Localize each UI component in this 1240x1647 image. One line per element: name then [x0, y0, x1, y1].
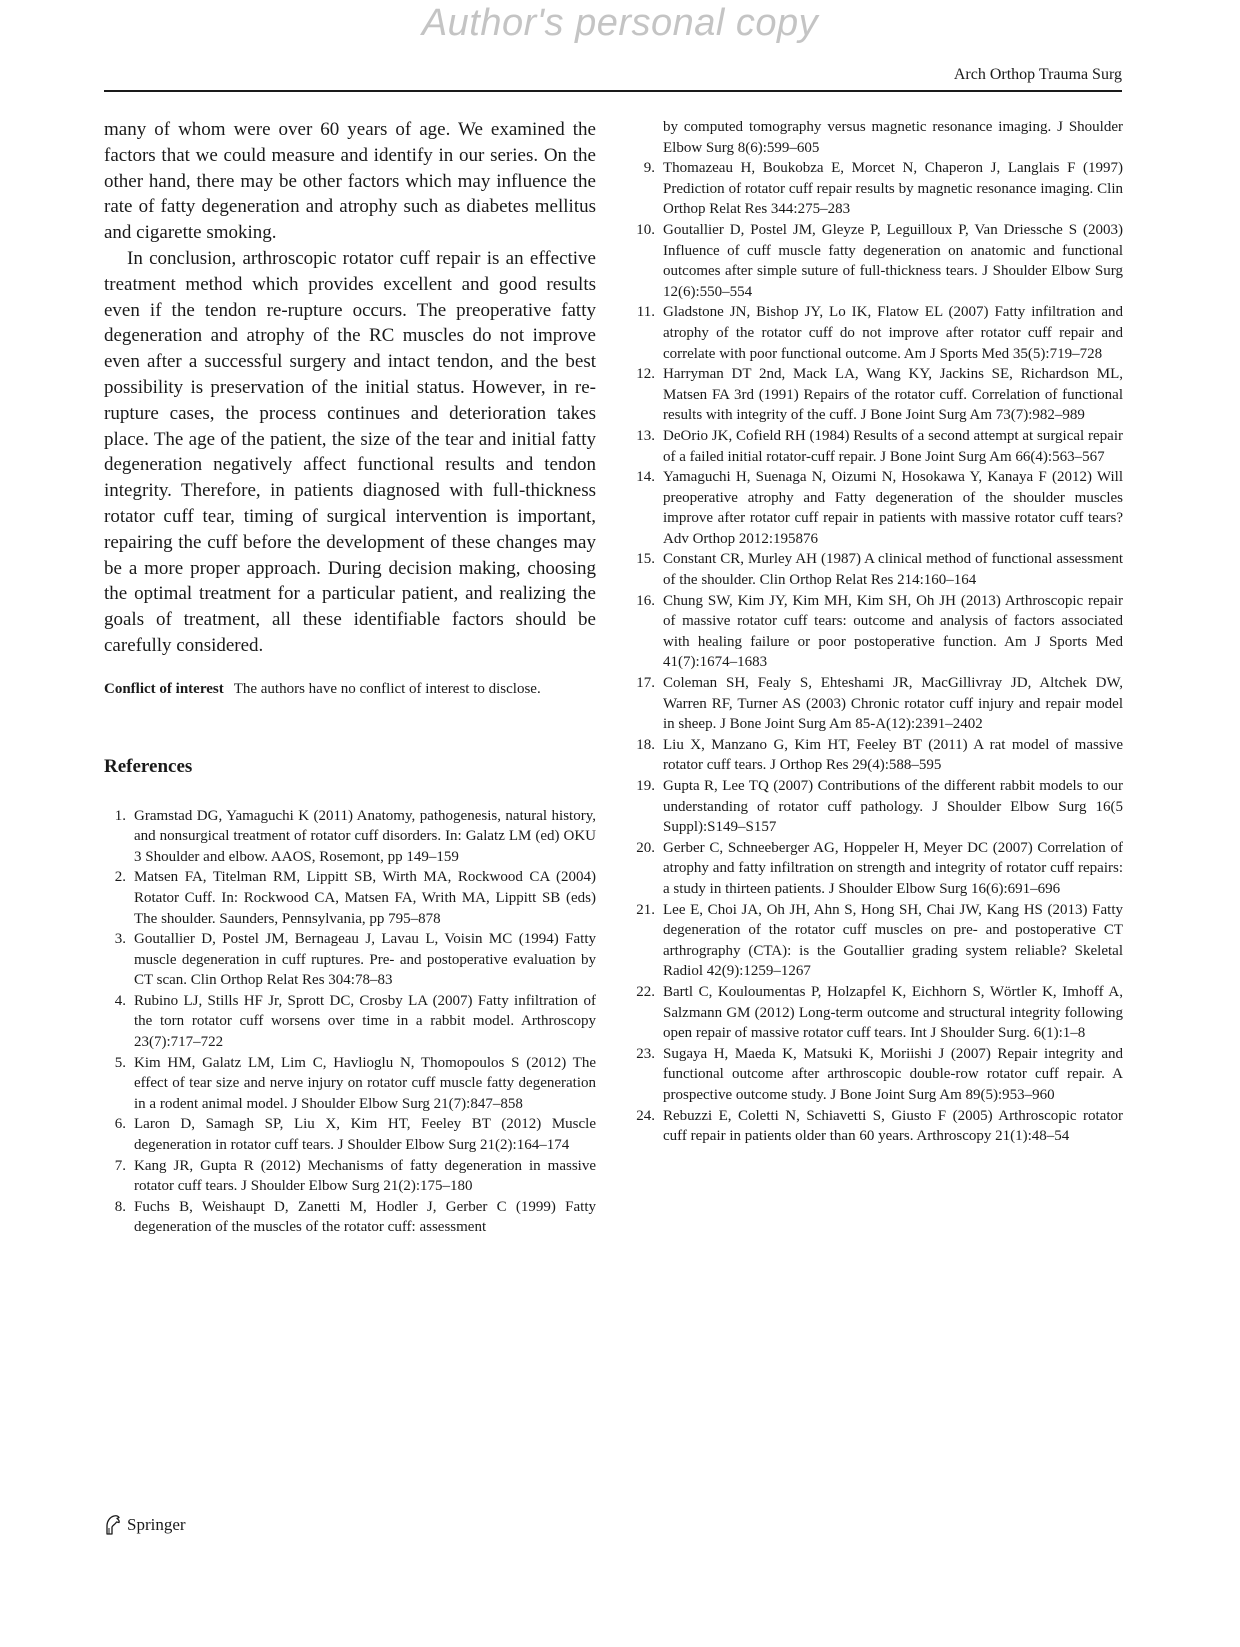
- reference-number: 6.: [114, 1116, 126, 1133]
- reference-text: Goutallier D, Postel JM, Bernageau J, Lavau L, Voisin MC (1994) Fatty muscle degeneration in cuff ruptures. Pre- and postoperative evaluation by CT scan. Clin Orthop Relat Res 304:78–83: [134, 931, 596, 989]
- reference-number: 20.: [636, 839, 655, 856]
- paragraph: many of whom were over 60 years of age. We examined the factors that we could measure and identify in our series. On the other hand, there may be other factors which may influence the rate of fatty degeneration and atrophy such as diabetes mellitus and cigarette smoking.: [104, 119, 596, 244]
- reference-number: 18.: [636, 736, 655, 753]
- reference-number: 10.: [636, 221, 655, 238]
- body-text: [104, 117, 596, 659]
- reference-list: [104, 806, 596, 1238]
- reference-text: Goutallier D, Postel JM, Gleyze P, Leguilloux P, Van Driessche S (2003) Influence of cuff muscle fatty degeneration on anatomic and functional outcomes after simple suture of full-thickness tears. J Shoulder Elbow Surg 12(6):550–554: [663, 221, 1123, 300]
- reference-number: 2.: [114, 869, 126, 886]
- reference-text: Lee E, Choi JA, Oh JH, Ahn S, Hong SH, Chai JW, Kang HS (2013) Fatty degeneration of the rotator cuff muscles on pre- and postoperative CT arthrography (CTA): is the Goutallier grading system reliable? Skeletal Radiol 42(9):1259–1267: [663, 901, 1123, 980]
- reference-text: Bartl C, Kouloumentas P, Holzapfel K, Eichhorn S, Wörtler K, Imhoff A, Salzmann GM (2012) Long-term outcome and structural integrity following open repair of massive rotator cuff tears. Int J Shoulder Surg. 6(1):1–8: [663, 983, 1123, 1042]
- conflict-text: The authors have no conflict of interest to disclose.: [233, 680, 541, 697]
- reference-number: 3.: [114, 931, 126, 948]
- reference-number: 12.: [636, 366, 655, 383]
- reference-list: [633, 158, 1123, 1147]
- reference-text: Liu X, Manzano G, Kim HT, Feeley BT (2011) A rat model of massive rotator cuff tears. J Orthop Res 29(4):588–595: [663, 736, 1123, 774]
- reference-text: Laron D, Samagh SP, Liu X, Kim HT, Feeley BT (2012) Muscle degeneration in rotator cuff tears. J Shoulder Elbow Surg 21(2):164–174: [134, 1116, 596, 1154]
- reference-text: Gupta R, Lee TQ (2007) Contributions of the different rabbit models to our understanding of rotator cuff pathology. J Shoulder Elbow Surg 16(5 Suppl):S149–S157: [663, 778, 1123, 836]
- reference-item: [104, 806, 596, 868]
- reference-item: [633, 776, 1123, 838]
- references-heading: References: [104, 755, 193, 777]
- reference-text: Chung SW, Kim JY, Kim MH, Kim SH, Oh JH (2013) Arthroscopic repair of massive rotator cuff tears: outcome and analysis of factors associated with healing failure or poor postoperative function. Am J Sports Med 41(7):1674–1683: [663, 592, 1123, 671]
- reference-item: [633, 982, 1123, 1044]
- reference-text: Harryman DT 2nd, Mack LA, Wang KY, Jackins SE, Richardson ML, Matsen FA 3rd (1991) Repairs of the rotator cuff. Correlation of functional results with integrity of the cuff. J Bone Joint Surg Am 73(7):982–989: [663, 366, 1123, 424]
- reference-text: Coleman SH, Fealy S, Ehteshami JR, MacGillivray JD, Altchek DW, Warren RF, Turner AS (2003) Chronic rotator cuff injury and repair model in sheep. J Bone Joint Surg Am 85-A(12):2391–2402: [663, 675, 1123, 733]
- publisher-logo: [104, 1514, 186, 1536]
- reference-item: [633, 549, 1123, 590]
- reference-item: [104, 1156, 596, 1197]
- reference-item: [633, 426, 1123, 467]
- reference-number: 8.: [114, 1198, 126, 1215]
- reference-text: Yamaguchi H, Suenaga N, Oizumi N, Hosokawa Y, Kanaya F (2012) Will preoperative atrophy and Fatty degeneration of the shoulder muscles improve after rotator cuff repair in patients with massive rotator cuff tears? Adv Orthop 2012:195876: [663, 469, 1123, 547]
- watermark: Author's personal copy: [421, 2, 819, 44]
- journal-name: Arch Orthop Trauma Surg: [953, 66, 1122, 83]
- reference-number: 17.: [636, 675, 655, 692]
- right-column: [633, 117, 1123, 1147]
- reference-text: Kang JR, Gupta R (2012) Mechanisms of fatty degeneration in massive rotator cuff tears. J Shoulder Elbow Surg 21(2):175–180: [134, 1157, 596, 1195]
- reference-item: [633, 591, 1123, 673]
- reference-item: [104, 867, 596, 929]
- reference-item: [633, 1106, 1123, 1147]
- reference-text: Constant CR, Murley AH (1987) A clinical method of functional assessment of the shoulder. Clin Orthop Relat Res 214:160–164: [663, 551, 1123, 589]
- reference-text: Matsen FA, Titelman RM, Lippitt SB, Wirth MA, Rockwood CA (2004) Rotator Cuff. In: Rockwood CA, Matsen FA, Writh MA, Lippitt SB (eds) The shoulder. Saunders, Pennsylvania, pp 795–878: [134, 869, 596, 927]
- reference-text: Sugaya H, Maeda K, Matsuki K, Moriishi J (2007) Repair integrity and functional outcome after arthroscopic double-row rotator cuff repair. A prospective outcome study. J Bone Joint Surg Am 89(5):953–960: [663, 1045, 1123, 1103]
- left-column: [104, 117, 596, 1238]
- reference-number: 5.: [114, 1054, 126, 1071]
- reference-item: [104, 1053, 596, 1115]
- reference-number: 7.: [114, 1157, 126, 1174]
- reference-number: 16.: [636, 592, 655, 609]
- paragraph: In conclusion, arthroscopic rotator cuff repair is an effective treatment method which provides excellent and good results even if the tendon re-rupture occurs. The preoperative fatty degeneration and atrophy of the RC muscles do not improve even after a successful surgery and intact tendon, and the best possibility is preservation of the initial status. However, in re-rupture cases, the process continues and deterioration takes place. The age of the patient, the size of the tear and initial fatty degeneration negatively affect functional results and tendon integrity. Therefore, in patients diagnosed with full-thickness rotator cuff tear, timing of surgical intervention is important, repairing the cuff before the development of these changes may be a more proper approach. During decision making, choosing the optimal treatment for a particular patient, and realizing the goals of treatment, all these identifiable factors should be carefully considered.: [104, 247, 596, 656]
- reference-item: [633, 220, 1123, 302]
- reference-text: Thomazeau H, Boukobza E, Morcet N, Chaperon J, Langlais F (1997) Prediction of rotator cuff repair results by magnetic resonance imaging. Clin Orthop Relat Res 344:275–283: [663, 160, 1123, 218]
- reference-number: 23.: [636, 1045, 655, 1062]
- conflict-of-interest: [104, 679, 596, 700]
- reference-item: [104, 1197, 596, 1238]
- reference-item: [104, 1114, 596, 1155]
- reference-item: [633, 900, 1123, 982]
- reference-number: 21.: [636, 901, 655, 918]
- reference-item: [633, 364, 1123, 426]
- reference-text: Rebuzzi E, Coletti N, Schiavetti S, Giusto F (2005) Arthroscopic rotator cuff repair in patients older than 60 years. Arthroscopy 21(1):48–54: [663, 1107, 1123, 1145]
- reference-text: Gladstone JN, Bishop JY, Lo IK, Flatow EL (2007) Fatty infiltration and atrophy of the rotator cuff do not improve after rotator cuff repair and correlate with poor functional outcome. Am J Sports Med 35(5):719–728: [663, 304, 1123, 362]
- reference-item: [104, 929, 596, 991]
- reference-item: [633, 735, 1123, 776]
- reference-number: 24.: [636, 1107, 655, 1124]
- reference-continuation: by computed tomography versus magnetic resonance imaging. J Shoulder Elbow Surg 8(6):599–605: [663, 119, 1123, 156]
- reference-item: [633, 838, 1123, 900]
- header-rule: [104, 90, 1122, 92]
- reference-number: 14.: [636, 469, 655, 486]
- springer-horse-icon: [104, 1514, 122, 1536]
- reference-item: [633, 158, 1123, 220]
- conflict-label: Conflict of interest: [104, 680, 224, 697]
- reference-number: 22.: [636, 983, 655, 1000]
- reference-text: Gramstad DG, Yamaguchi K (2011) Anatomy, pathogenesis, natural history, and nonsurgical treatment of rotator cuff disorders. In: Galatz LM (ed) OKU 3 Shoulder and elbow. AAOS, Rosemont, pp 149–159: [134, 807, 596, 865]
- reference-item: [633, 1044, 1123, 1106]
- reference-item: [633, 302, 1123, 364]
- publisher-name: Springer: [127, 1515, 186, 1534]
- reference-number: 19.: [636, 778, 655, 794]
- reference-number: 15.: [636, 551, 655, 568]
- reference-number: 11.: [636, 304, 655, 321]
- reference-text: Kim HM, Galatz LM, Lim C, Havlioglu N, Thomopoulos S (2012) The effect of tear size and nerve injury on rotator cuff muscle fatty degeneration in a rodent animal model. J Shoulder Elbow Surg 21(7):847–858: [134, 1054, 596, 1112]
- reference-number: 1.: [114, 807, 126, 824]
- reference-text: Fuchs B, Weishaupt D, Zanetti M, Hodler J, Gerber C (1999) Fatty degeneration of the muscles of the rotator cuff: assessment: [134, 1198, 596, 1236]
- reference-number: 13.: [636, 427, 655, 444]
- reference-item: [104, 991, 596, 1053]
- reference-text: Rubino LJ, Stills HF Jr, Sprott DC, Crosby LA (2007) Fatty infiltration of the torn rotator cuff worsens over time in a rabbit model. Arthroscopy 23(7):717–722: [134, 992, 596, 1051]
- reference-item: [633, 467, 1123, 549]
- reference-number: 9.: [643, 160, 655, 177]
- reference-text: Gerber C, Schneeberger AG, Hoppeler H, Meyer DC (2007) Correlation of atrophy and fatty infiltration on strength and integrity of rotator cuff repairs: a study in thirteen patients. J Shoulder Elbow Surg 16(6):691–696: [663, 839, 1123, 897]
- reference-text: DeOrio JK, Cofield RH (1984) Results of a second attempt at surgical repair of a failed initial rotator-cuff repair. J Bone Joint Surg Am 66(4):563–567: [663, 427, 1123, 465]
- reference-item: [633, 673, 1123, 735]
- reference-number: 4.: [114, 992, 126, 1009]
